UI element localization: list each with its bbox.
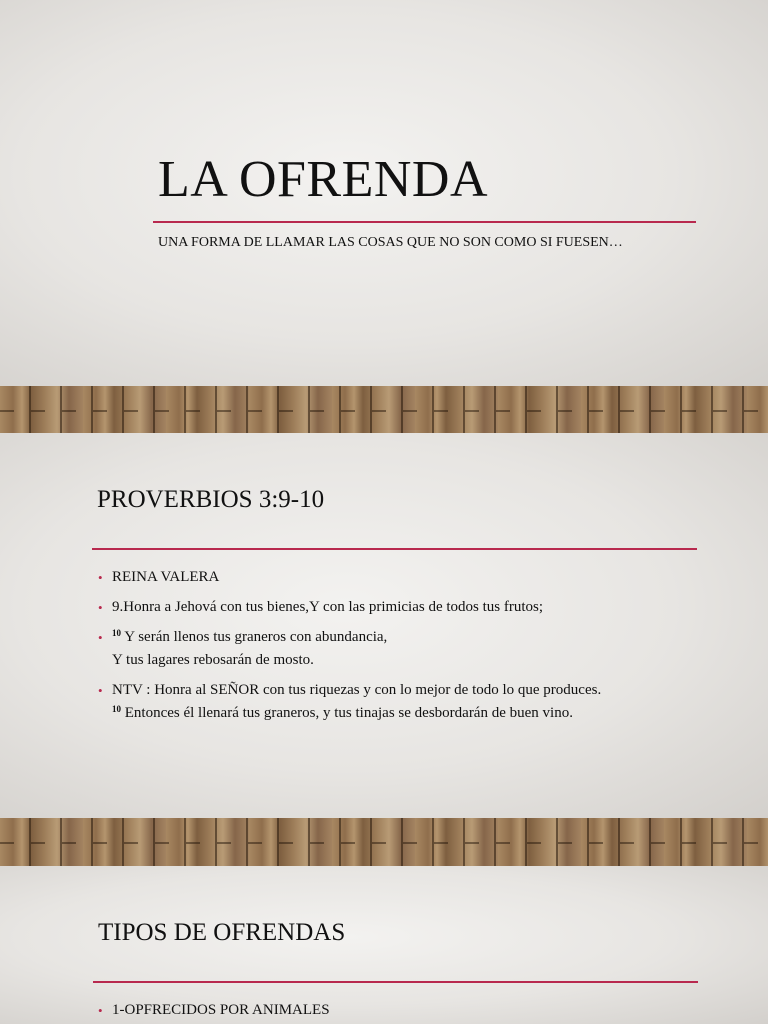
- title-divider: [93, 981, 698, 983]
- bullet-dot-icon: •: [98, 1003, 103, 1018]
- title-divider: [92, 548, 697, 550]
- slide-title: LA OFRENDA: [158, 151, 489, 208]
- slide-title: PROVERBIOS 3:9-10: [97, 486, 325, 513]
- slide-subtitle: UNA FORMA DE LLAMAR LAS COSAS QUE NO SON COMO SI FUESEN…: [158, 235, 623, 250]
- list-item: [98, 596, 601, 619]
- list-item: [98, 999, 330, 1022]
- bullet-text: NTV : Honra al SEÑOR con tus riquezas y con lo mejor de todo lo que produces.: [112, 682, 602, 698]
- slide-title: TIPOS DE OFRENDAS: [98, 919, 346, 946]
- verse-number: 10: [112, 628, 121, 638]
- bullet-dot-icon: •: [98, 683, 103, 698]
- bullet-text-continuation: [112, 702, 601, 725]
- bullet-text-continuation: Y tus lagares rebosarán de mosto.: [112, 652, 314, 668]
- bullet-list: [98, 566, 601, 732]
- title-slide: [0, 0, 768, 386]
- verse-number: 10: [112, 704, 121, 714]
- list-item: [98, 566, 601, 589]
- bullet-dot-icon: •: [98, 570, 103, 585]
- wood-floor-band: [0, 386, 768, 433]
- bullet-text: 1-OPFRECIDOS POR ANIMALES: [112, 1002, 330, 1018]
- title-divider: [153, 221, 696, 223]
- bullet-text: REINA VALERA: [112, 569, 220, 585]
- bullet-text: Y serán llenos tus graneros con abundancia,: [121, 629, 388, 645]
- bullet-text: 9.Honra a Jehová con tus bienes,Y con las primicias de todos tus frutos;: [112, 599, 544, 615]
- bullet-dot-icon: •: [98, 600, 103, 615]
- list-item: [98, 679, 601, 725]
- bullet-text: Entonces él llenará tus graneros, y tus tinajas se desbordarán de buen vino.: [121, 705, 573, 721]
- bullet-list: [98, 999, 330, 1024]
- proverbios-slide: [0, 433, 768, 818]
- tipos-slide: [0, 866, 768, 1024]
- list-item: [98, 626, 601, 672]
- wood-floor-band: [0, 818, 768, 866]
- bullet-dot-icon: •: [98, 630, 103, 645]
